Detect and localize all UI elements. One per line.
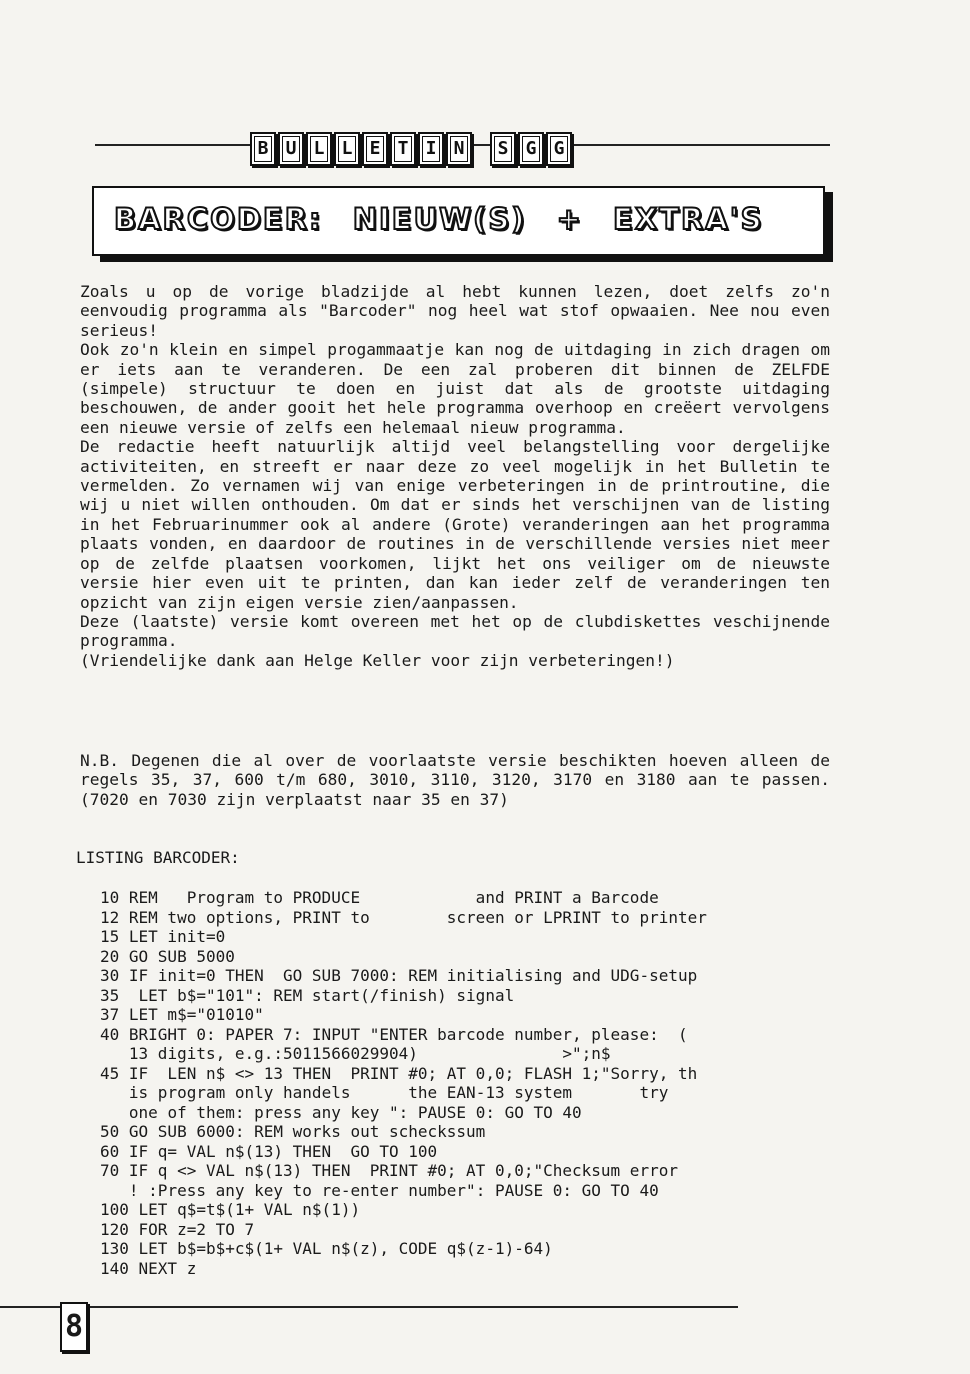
code-line: 10 REM Program to PRODUCE and PRINT a Barcode — [100, 888, 659, 907]
footer-rule — [0, 1306, 738, 1308]
paragraph: De redactie heeft natuurlijk altijd veel belangstelling voor dergelijke activiteiten, en streeft er naar deze zo veel mogelijk in het Bulletin te vermelden. Zo vernamen wij van enige verbeteringen in de printroutine, die wij u niet willen onthouden. Om dat er sinds het verschijnen van de listing in het Februarinummer ook al andere (Grote) veranderingen aan het programma plaats vonden, en daardoor de routines in de verschillende versies niet meer op de zelfde plaatsen voorkomen, lijkt het ons veiliger om de nieuwste versie hier even uit te printen, dan kan ieder zelf de veranderingen ten opzicht van zijn eigen versie zien/aanpassen. — [80, 437, 830, 612]
code-line: 60 IF q= VAL n$(13) THEN GO TO 100 — [100, 1141, 438, 1161]
code-line: 100 LET q$=t$(1+ VAL n$(1)) — [100, 1200, 361, 1219]
bulletin-sgg-logo — [250, 132, 572, 166]
code-line: 130 LET b$=b$+c$(1+ VAL n$(z), CODE q$(z-1)-64) — [100, 1239, 553, 1258]
logo-letter: N — [446, 132, 472, 166]
code-line: one of them: press any key ": PAUSE 0: GO TO 40 — [100, 1102, 582, 1122]
code-line: 37 LET m$="01010" — [100, 1005, 264, 1024]
code-line: 15 LET init=0 — [100, 927, 226, 946]
logo-letter: G — [546, 132, 572, 166]
logo-letter: G — [518, 132, 544, 166]
article-body — [80, 282, 830, 670]
logo-letter: T — [390, 132, 416, 166]
code-line: 20 GO SUB 5000 — [100, 946, 235, 966]
nb-paragraph: N.B. Degenen die al over de voorlaatste versie beschikten hoeven alleen de regels 35, 37, 600 t/m 680, 3010, 3110, 3120, 3170 en 3180 aan te passen. (7020 en 7030 zijn verplaatst naar 35 en 37) — [80, 751, 830, 809]
code-line: 140 NEXT z — [100, 1258, 197, 1278]
logo-letter: S — [490, 132, 516, 166]
logo-letter: I — [418, 132, 444, 166]
code-line: ! :Press any key to re-enter number": PAUSE 0: GO TO 40 — [100, 1180, 659, 1200]
code-line: 70 IF q <> VAL n$(13) THEN PRINT #0; AT 0,0;"Checksum error — [100, 1161, 678, 1180]
code-line: 120 FOR z=2 TO 7 — [100, 1219, 255, 1239]
logo-letter: U — [278, 132, 304, 166]
logo-letter: E — [362, 132, 388, 166]
page-number: 8 — [60, 1302, 88, 1352]
listing-heading: LISTING BARCODER: — [76, 848, 240, 867]
code-line: 35 LET b$="101": REM start(/finish) signal — [100, 985, 515, 1005]
logo-letter: L — [334, 132, 360, 166]
title-box — [92, 186, 825, 256]
logo-letter: B — [250, 132, 276, 166]
logo-letter: L — [306, 132, 332, 166]
code-line: 30 IF init=0 THEN GO SUB 7000: REM initialising and UDG-setup — [100, 966, 698, 985]
code-line: 13 digits, e.g.:5011566029904) >";n$ — [100, 1044, 611, 1063]
nb-note — [80, 751, 830, 809]
code-listing — [100, 888, 830, 1278]
code-line: 50 GO SUB 6000: REM works out scheckssum — [100, 1122, 486, 1141]
code-line: 45 IF LEN n$ <> 13 THEN PRINT #0; AT 0,0; FLASH 1;"Sorry, th — [100, 1063, 698, 1083]
code-line: is program only handels the EAN-13 system try — [100, 1083, 669, 1102]
code-line: 40 BRIGHT 0: PAPER 7: INPUT "ENTER barcode number, please: ( — [100, 1024, 688, 1044]
paragraph: Ook zo'n klein en simpel progammaatje kan nog de uitdaging in zich dragen om er iets aan te veranderen. De een zal proberen dit binnen de ZELFDE (simpele) structuur te doen en juist dat als de grootste uitdaging beschouwen, de ander gooit het hele programma overhoop en creëert vervolgens een nieuwe versie of zelfs een helemaal nieuw programma. — [80, 340, 830, 437]
paragraph: Zoals u op de vorige bladzijde al hebt kunnen lezen, doet zelfs zo'n eenvoudig programma als "Barcoder" nog heel wat stof opwaaien. Nee nou even serieus! — [80, 282, 830, 340]
code-line: 12 REM two options, PRINT to screen or LPRINT to printer — [100, 907, 707, 927]
paragraph: Deze (laatste) versie komt overeen met het op de clubdiskettes veschijnende programma. — [80, 611, 830, 651]
article-title: BARCODER: NIEUW(S) + EXTRA'S — [114, 202, 764, 236]
paragraph: (Vriendelijke dank aan Helge Keller voor zijn verbeteringen!) — [80, 650, 675, 670]
